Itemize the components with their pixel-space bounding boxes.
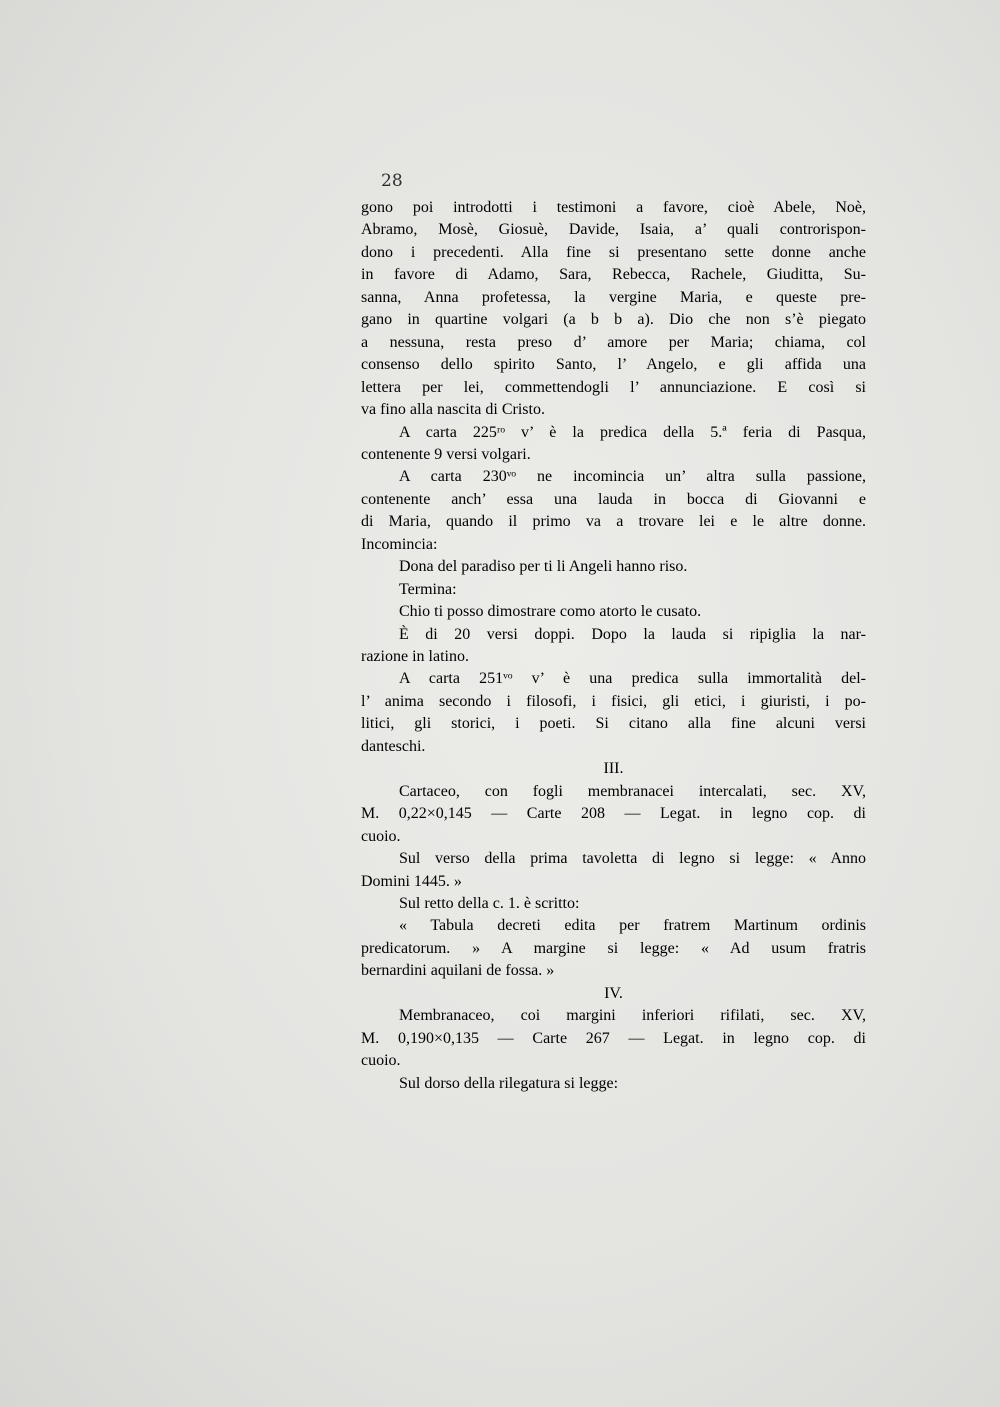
text-line: sanna, Anna profetessa, la vergine Maria, e queste pre- bbox=[361, 288, 866, 306]
text-line: Dona del paradiso per ti li Angeli hanno riso. bbox=[399, 558, 688, 576]
text-line: predicatorum. » A margine si legge: « Ad usum fratris bbox=[361, 939, 866, 957]
text-line: danteschi. bbox=[361, 737, 426, 755]
text-line: Termina: bbox=[399, 580, 457, 598]
text-line: Abramo, Mosè, Giosuè, Davide, Isaia, a’ quali controrispon- bbox=[361, 221, 866, 239]
text-line: a nessuna, resta preso d’ amore per Maria; chiama, col bbox=[361, 333, 866, 351]
text-line: Chio ti posso dimostrare como atorto le cusato. bbox=[399, 603, 702, 621]
text-line: gano in quartine volgari (a b b a). Dio che non s’è piegato bbox=[361, 311, 866, 329]
text-line: l’ anima secondo i filosofi, i fisici, gli etici, i giuristi, i po- bbox=[361, 692, 866, 710]
page-number: 28 bbox=[381, 171, 403, 191]
text-line: in favore di Adamo, Sara, Rebecca, Rachele, Giuditta, Su- bbox=[361, 266, 866, 284]
text-line: Incomincia: bbox=[361, 535, 438, 553]
text-line: bernardini aquilani de fossa. » bbox=[361, 962, 555, 980]
text-line: lettera per lei, commettendogli l’ annunciazione. E così si bbox=[361, 378, 866, 396]
section-heading: IV. bbox=[604, 984, 623, 1002]
text-line: cuoio. bbox=[361, 1052, 401, 1070]
text-line: Sul retto della c. 1. è scritto: bbox=[399, 894, 580, 912]
text-line: cuoio. bbox=[361, 827, 401, 845]
text-line: contenente 9 versi volgari. bbox=[361, 445, 531, 463]
text-line: va fino alla nascita di Cristo. bbox=[361, 401, 545, 419]
text-line: Membranaceo, coi margini inferiori rifilati, sec. XV, bbox=[399, 1007, 866, 1025]
text-line: di Maria, quando il primo va a trovare lei e le altre donne. bbox=[361, 513, 866, 531]
section-heading: III. bbox=[603, 760, 624, 778]
text-line: Sul dorso della rilegatura si legge: bbox=[399, 1074, 619, 1092]
text-line: Cartaceo, con fogli membranacei intercalati, sec. XV, bbox=[399, 782, 866, 800]
text-line: M. 0,22×0,145 — Carte 208 — Legat. in legno cop. di bbox=[361, 805, 866, 823]
text-line: Domini 1445. » bbox=[361, 872, 462, 890]
text-line: gono poi introdotti i testimoni a favore, cioè Abele, Noè, bbox=[361, 199, 866, 216]
text-line: razione in latino. bbox=[361, 648, 469, 665]
text-line: litici, gli storici, i poeti. Si citano alla fine alcuni versi bbox=[361, 715, 866, 733]
text-line: contenente anch’ essa una lauda in bocca di Giovanni e bbox=[361, 490, 866, 508]
text-line: dono i precedenti. Alla fine si presentano sette donne anche bbox=[361, 243, 866, 261]
text-line: A carta 230ᵛᵒ ne incomincia un’ altra sulla passione, bbox=[399, 468, 866, 486]
text-line: « Tabula decreti edita per fratrem Martinum ordinis bbox=[399, 917, 866, 935]
text-line: È di 20 versi doppi. Dopo la lauda si ripiglia la nar- bbox=[399, 625, 866, 643]
text-line: M. 0,190×0,135 — Carte 267 — Legat. in legno cop. di bbox=[361, 1029, 866, 1047]
text-line: Sul verso della prima tavoletta di legno si legge: « Anno bbox=[399, 850, 866, 868]
text-line: consenso dello spirito Santo, l’ Angelo, e gli affida una bbox=[361, 356, 866, 374]
text-line: A carta 225ʳᵒ v’ è la predica della 5.ª feria di Pasqua, bbox=[399, 423, 866, 441]
text-line: A carta 251ᵛᵒ v’ è una predica sulla immortalità del- bbox=[399, 670, 866, 688]
